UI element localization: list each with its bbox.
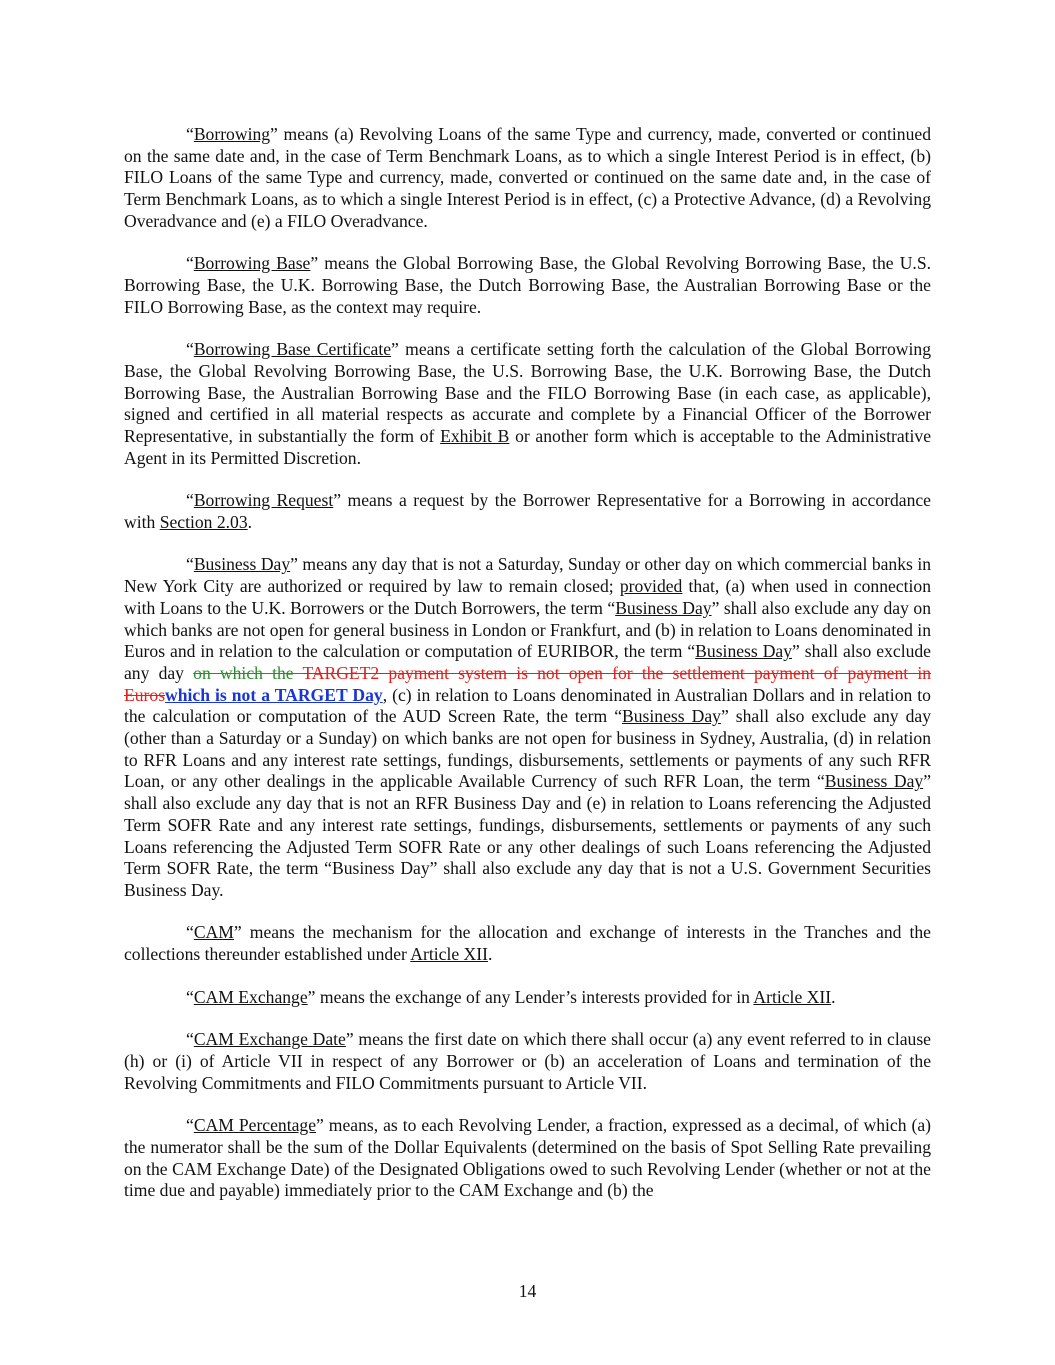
cross-reference-article-xii: Article XII (753, 986, 832, 1007)
open-quote: “ (186, 554, 194, 575)
definition-text: ” shall also exclude any day (124, 641, 931, 683)
definition-cam-percentage (124, 1115, 931, 1202)
definition-text: ” means the Global Borrowing Base, the Global Revolving Borrowing Base, the U.S. Borrowing Base, the U.K. Borrowing Base, the Dutch Borrowing Base, the Australian Borrowing Base or the FILO Borrowing Base, as the context may require. (124, 253, 931, 317)
definition-borrowing-base-certificate (124, 339, 931, 469)
defined-term: Business Day (695, 641, 793, 662)
definition-text: ” means (a) Revolving Loans of the same Type and currency, made, converted or continued on the same date and, in the case of Term Benchmark Loans, as to which a single Interest Period is in effect, (b) FILO Loans of the same Type and currency, made, converted or continued on the same date and, in the case of Term Benchmark Loans, as to which a single Interest Period is in effect, (c) a Protective Advance, (d) a Revolving Overadvance and (e) a FILO Overadvance. (124, 124, 931, 231)
definition-borrowing-request (124, 490, 931, 533)
open-quote: “ (186, 253, 194, 274)
definition-text: that, (a) when used in connection with Loans to the U.K. Borrowers or the Dutch Borrowers, the term “ (124, 576, 931, 618)
defined-term: CAM Percentage (193, 1115, 317, 1136)
definition-text: . (831, 986, 836, 1007)
definition-text: ” shall also exclude any day that is not an RFR Business Day and (e) in relation to Loans referencing the Adjusted Term SOFR Rate and any interest rate settings, fundings, disbursements, settlements or payments of any such Loans referencing the Adjusted Term SOFR Rate or any other dealings of such Loans referencing the Adjusted Term SOFR Rate, the term “Business Day” shall also exclude any day that is not a U.S. Government Securities Business Day. (124, 771, 931, 900)
defined-term: Business Day (622, 706, 721, 727)
definition-text: . (247, 511, 253, 532)
deleted-text-red: TARGET2 payment system is not open for the settlement payment of payment in Euros (124, 662, 931, 705)
defined-term: Borrowing Base (193, 253, 311, 274)
definition-text: ” means a certificate setting forth the calculation of the Global Borrowing Base, the Global Revolving Borrowing Base, the U.S. Borrowing Base, the U.K. Borrowing Base, the Dutch Borrowing Base, the Australian Borrowing Base and the FILO Borrowing Base (in each case, as applicable), signed and certified in all material respects as accurate and complete by a Financial Officer of the Borrower Representative, in substantially the form of (124, 339, 931, 447)
definition-cam (124, 922, 931, 965)
open-quote: “ (186, 986, 194, 1007)
defined-term: CAM Exchange Date (193, 1029, 346, 1050)
definition-borrowing-base (124, 253, 931, 318)
definition-text: ” means any day that is not a Saturday, Sunday or other day on which commercial banks in New York City are authorized or required by law to remain closed; (124, 554, 932, 597)
definition-cam-exchange-date (124, 1029, 931, 1094)
defined-term: Business Day (824, 771, 924, 792)
definition-text: , (c) in relation to Loans denominated in Australian Dollars and in relation to the calculation or computation of the AUD Screen Rate, the term “ (124, 684, 931, 727)
definition-text: ” shall also exclude any day (other than a Saturday or a Sunday) on which banks are not open for business in Sydney, Australia, (d) in relation to RFR Loans and any interest rate settings, fundings, disbursements, settlements or payments of any such RFR Loan, or any other dealings in the applicable Available Currency of such RFR Loan, the term “ (124, 706, 931, 792)
definition-text: ” means the exchange of any Lender’s interests provided for in (307, 986, 754, 1007)
definition-text: ” means, as to each Revolving Lender, a fraction, expressed as a decimal, of which (a) the numerator shall be the sum of the Dollar Equivalents (determined on the basis of Spot Selling Rate prevailing on the CAM Exchange Date) of the Designated Obligations owed to such Revolving Lender (whether or not at the time due and payable) immediately prior to the CAM Exchange and (b) the (124, 1115, 931, 1201)
open-quote: “ (186, 490, 194, 511)
document-page (124, 124, 931, 1223)
defined-term: CAM (193, 922, 234, 943)
cross-reference-section-2-03: Section 2.03 (159, 511, 248, 532)
definition-text: or another form which is acceptable to the Administrative Agent in its Permitted Discretion. (124, 426, 932, 468)
open-quote: “ (186, 1115, 194, 1136)
defined-term: Borrowing (193, 124, 271, 144)
definition-business-day (124, 554, 931, 901)
cross-reference-exhibit-b: Exhibit B (440, 426, 510, 447)
defined-term: Business Day (193, 554, 291, 575)
provided-term: provided (619, 576, 683, 597)
deleted-text-green: on which the (193, 662, 303, 683)
definition-text: ” means the mechanism for the allocation and exchange of interests in the Tranches and the collections thereunder established under (124, 922, 931, 965)
cross-reference-article-xii: Article XII (410, 944, 488, 965)
defined-term: Borrowing Request (193, 490, 334, 511)
definition-text: ” means the first date on which there shall occur (a) any event referred to in clause (h) or (i) of Article VII in respect of any Borrower or (b) an acceleration of Loans and termination of the Revolving Commitments and FILO Commitments pursuant to Article VII. (124, 1029, 931, 1093)
defined-term: Borrowing Base Certificate (193, 339, 392, 360)
open-quote: “ (186, 922, 194, 943)
definition-text: . (487, 944, 493, 965)
page-number: 14 (518, 1281, 537, 1301)
definition-borrowing (124, 124, 931, 233)
inserted-text-blue: which is not a TARGET Day (165, 684, 383, 705)
open-quote: “ (186, 124, 194, 144)
open-quote: “ (186, 1029, 194, 1050)
defined-term: CAM Exchange (193, 986, 308, 1007)
definition-text: ” shall also exclude any day on which banks are not open for general business in London or Frankfurt, and (b) in relation to Loans denominated in Euros and in relation to the calculation or computation of EURIBOR, the term “ (124, 597, 931, 662)
open-quote: “ (186, 339, 194, 360)
defined-term: Business Day (615, 597, 712, 618)
definition-text: ” means a request by the Borrower Representative for a Borrowing in accordance with (124, 490, 931, 532)
definition-cam-exchange (124, 987, 931, 1009)
